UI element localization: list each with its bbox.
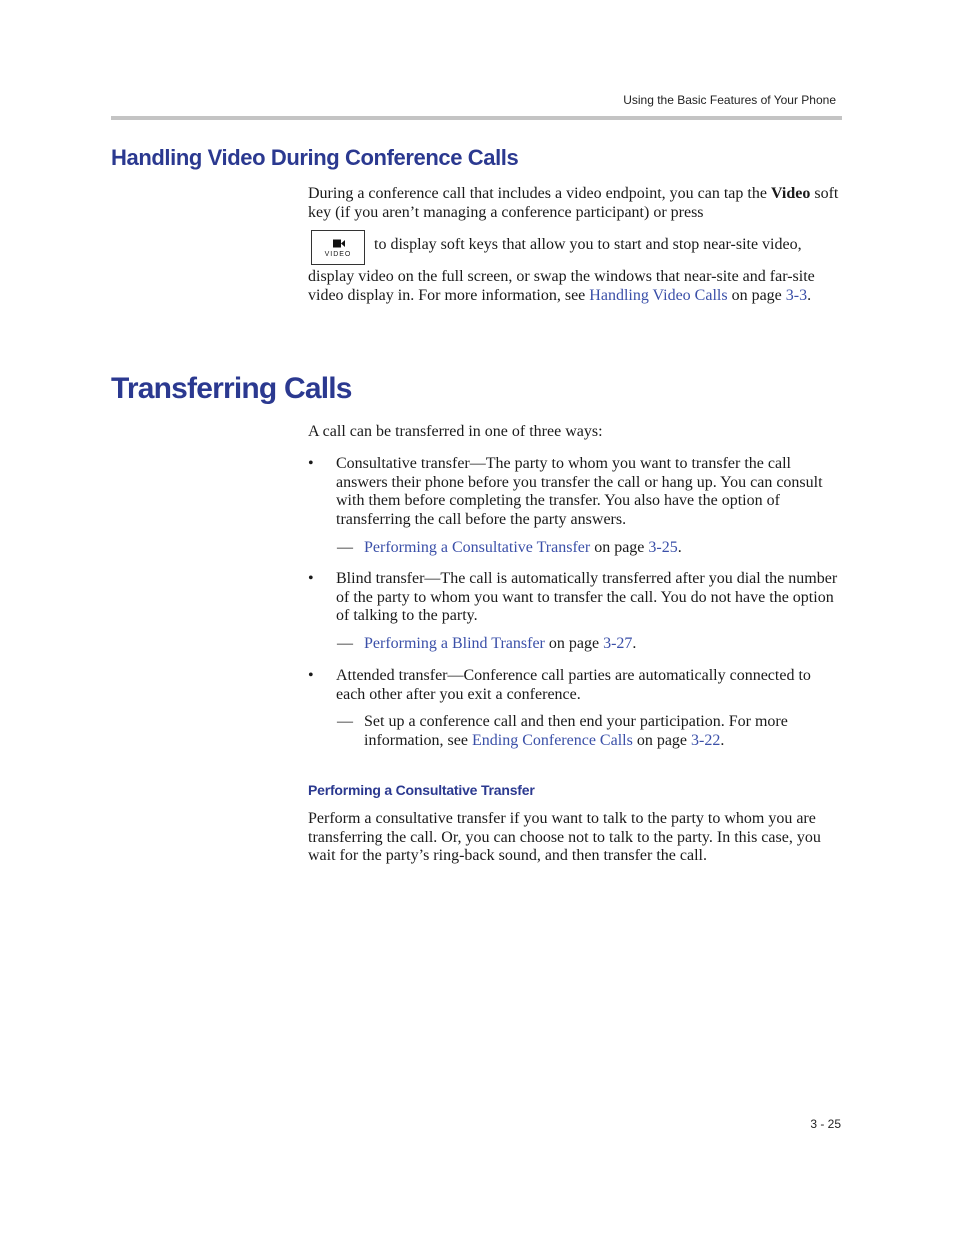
sub-item-on-page: on page [590, 539, 649, 556]
sub-item-text: Set up a conference call and then end your participation. For more information, see [364, 713, 788, 749]
video-paragraph-1 [308, 185, 842, 222]
video-p3-on-page: on page [727, 286, 786, 304]
transfer-intro: A call can be transferred in one of three ways: [308, 423, 603, 440]
sub-item-on-page: on page [632, 731, 692, 749]
sub-item-end: . [720, 731, 725, 749]
camera-icon [333, 239, 345, 248]
section-title-transfer: Transferring Calls [111, 372, 352, 405]
video-p1-text: During a conference call that includes a video endpoint, you can tap the [308, 185, 767, 202]
subsection-body: Perform a consultative transfer if you want to talk to the party to whom you are transferring the call. Or, you can choose not to talk to the party. In this case, you wait for the party’s ring-back sound, and then transfer the call. [308, 810, 821, 865]
link-performing-consultative-transfer[interactable]: Performing a Consultative Transfer [364, 539, 591, 556]
bullet-marker: • [308, 455, 314, 472]
sub-item-blind [364, 635, 842, 654]
link-page-3-25[interactable]: 3-25 [648, 539, 678, 556]
bullet-marker: • [308, 570, 314, 587]
header-rule [111, 116, 842, 120]
sub-item-attended [364, 713, 842, 750]
video-key-button [311, 230, 365, 265]
link-ending-conference-calls[interactable]: Ending Conference Calls [471, 731, 633, 749]
list-item-consultative: Consultative transfer—The party to whom you want to transfer the call answers their phone before you transfer the call or hang up. You can consult with them before completing the transfer. You also have the option of transferring the call before the party answers. [336, 455, 823, 529]
sub-item-consultative [364, 539, 842, 558]
running-header: Using the Basic Features of Your Phone [623, 93, 836, 107]
video-paragraph-3 [308, 268, 842, 305]
list-item-attended: Attended transfer—Conference call parties are automatically connected to each other after you exit a conference. [336, 667, 811, 703]
sub-item-on-page: on page [544, 635, 604, 652]
sub-item-end: . [677, 539, 682, 556]
link-performing-blind-transfer[interactable]: Performing a Blind Transfer [364, 635, 545, 652]
subsection-title: Performing a Consultative Transfer [308, 782, 535, 798]
video-p1-text-b: soft key (if you aren’t managing a conference participant) or press [308, 185, 839, 221]
section-title-video: Handling Video During Conference Calls [111, 145, 519, 170]
link-handling-video-calls[interactable]: Handling Video Calls [589, 286, 728, 304]
video-softkey-name: Video [770, 185, 811, 202]
page-number: 3 - 25 [810, 1117, 841, 1131]
link-page-3-22[interactable]: 3-22 [691, 731, 721, 749]
video-p3-text: display video on the full screen, or swap the windows that near-site and far-site video display in. For more information, see [308, 268, 815, 304]
sub-item-end: . [632, 635, 637, 652]
dash-marker: — [337, 713, 353, 730]
video-p3-end: . [807, 286, 812, 304]
link-page-3-27[interactable]: 3-27 [603, 635, 633, 652]
dash-marker: — [337, 635, 353, 652]
video-paragraph-2: to display soft keys that allow you to start and stop near-site video, [374, 236, 802, 253]
link-page-3-3[interactable]: 3-3 [785, 286, 808, 304]
bullet-marker: • [308, 667, 314, 684]
video-key-label: VIDEO [324, 251, 352, 258]
list-item-blind: Blind transfer—The call is automatically transferred after you dial the number of the party to whom you want to transfer the call. You do not have the option of talking to the party. [336, 570, 838, 625]
dash-marker: — [337, 539, 353, 556]
